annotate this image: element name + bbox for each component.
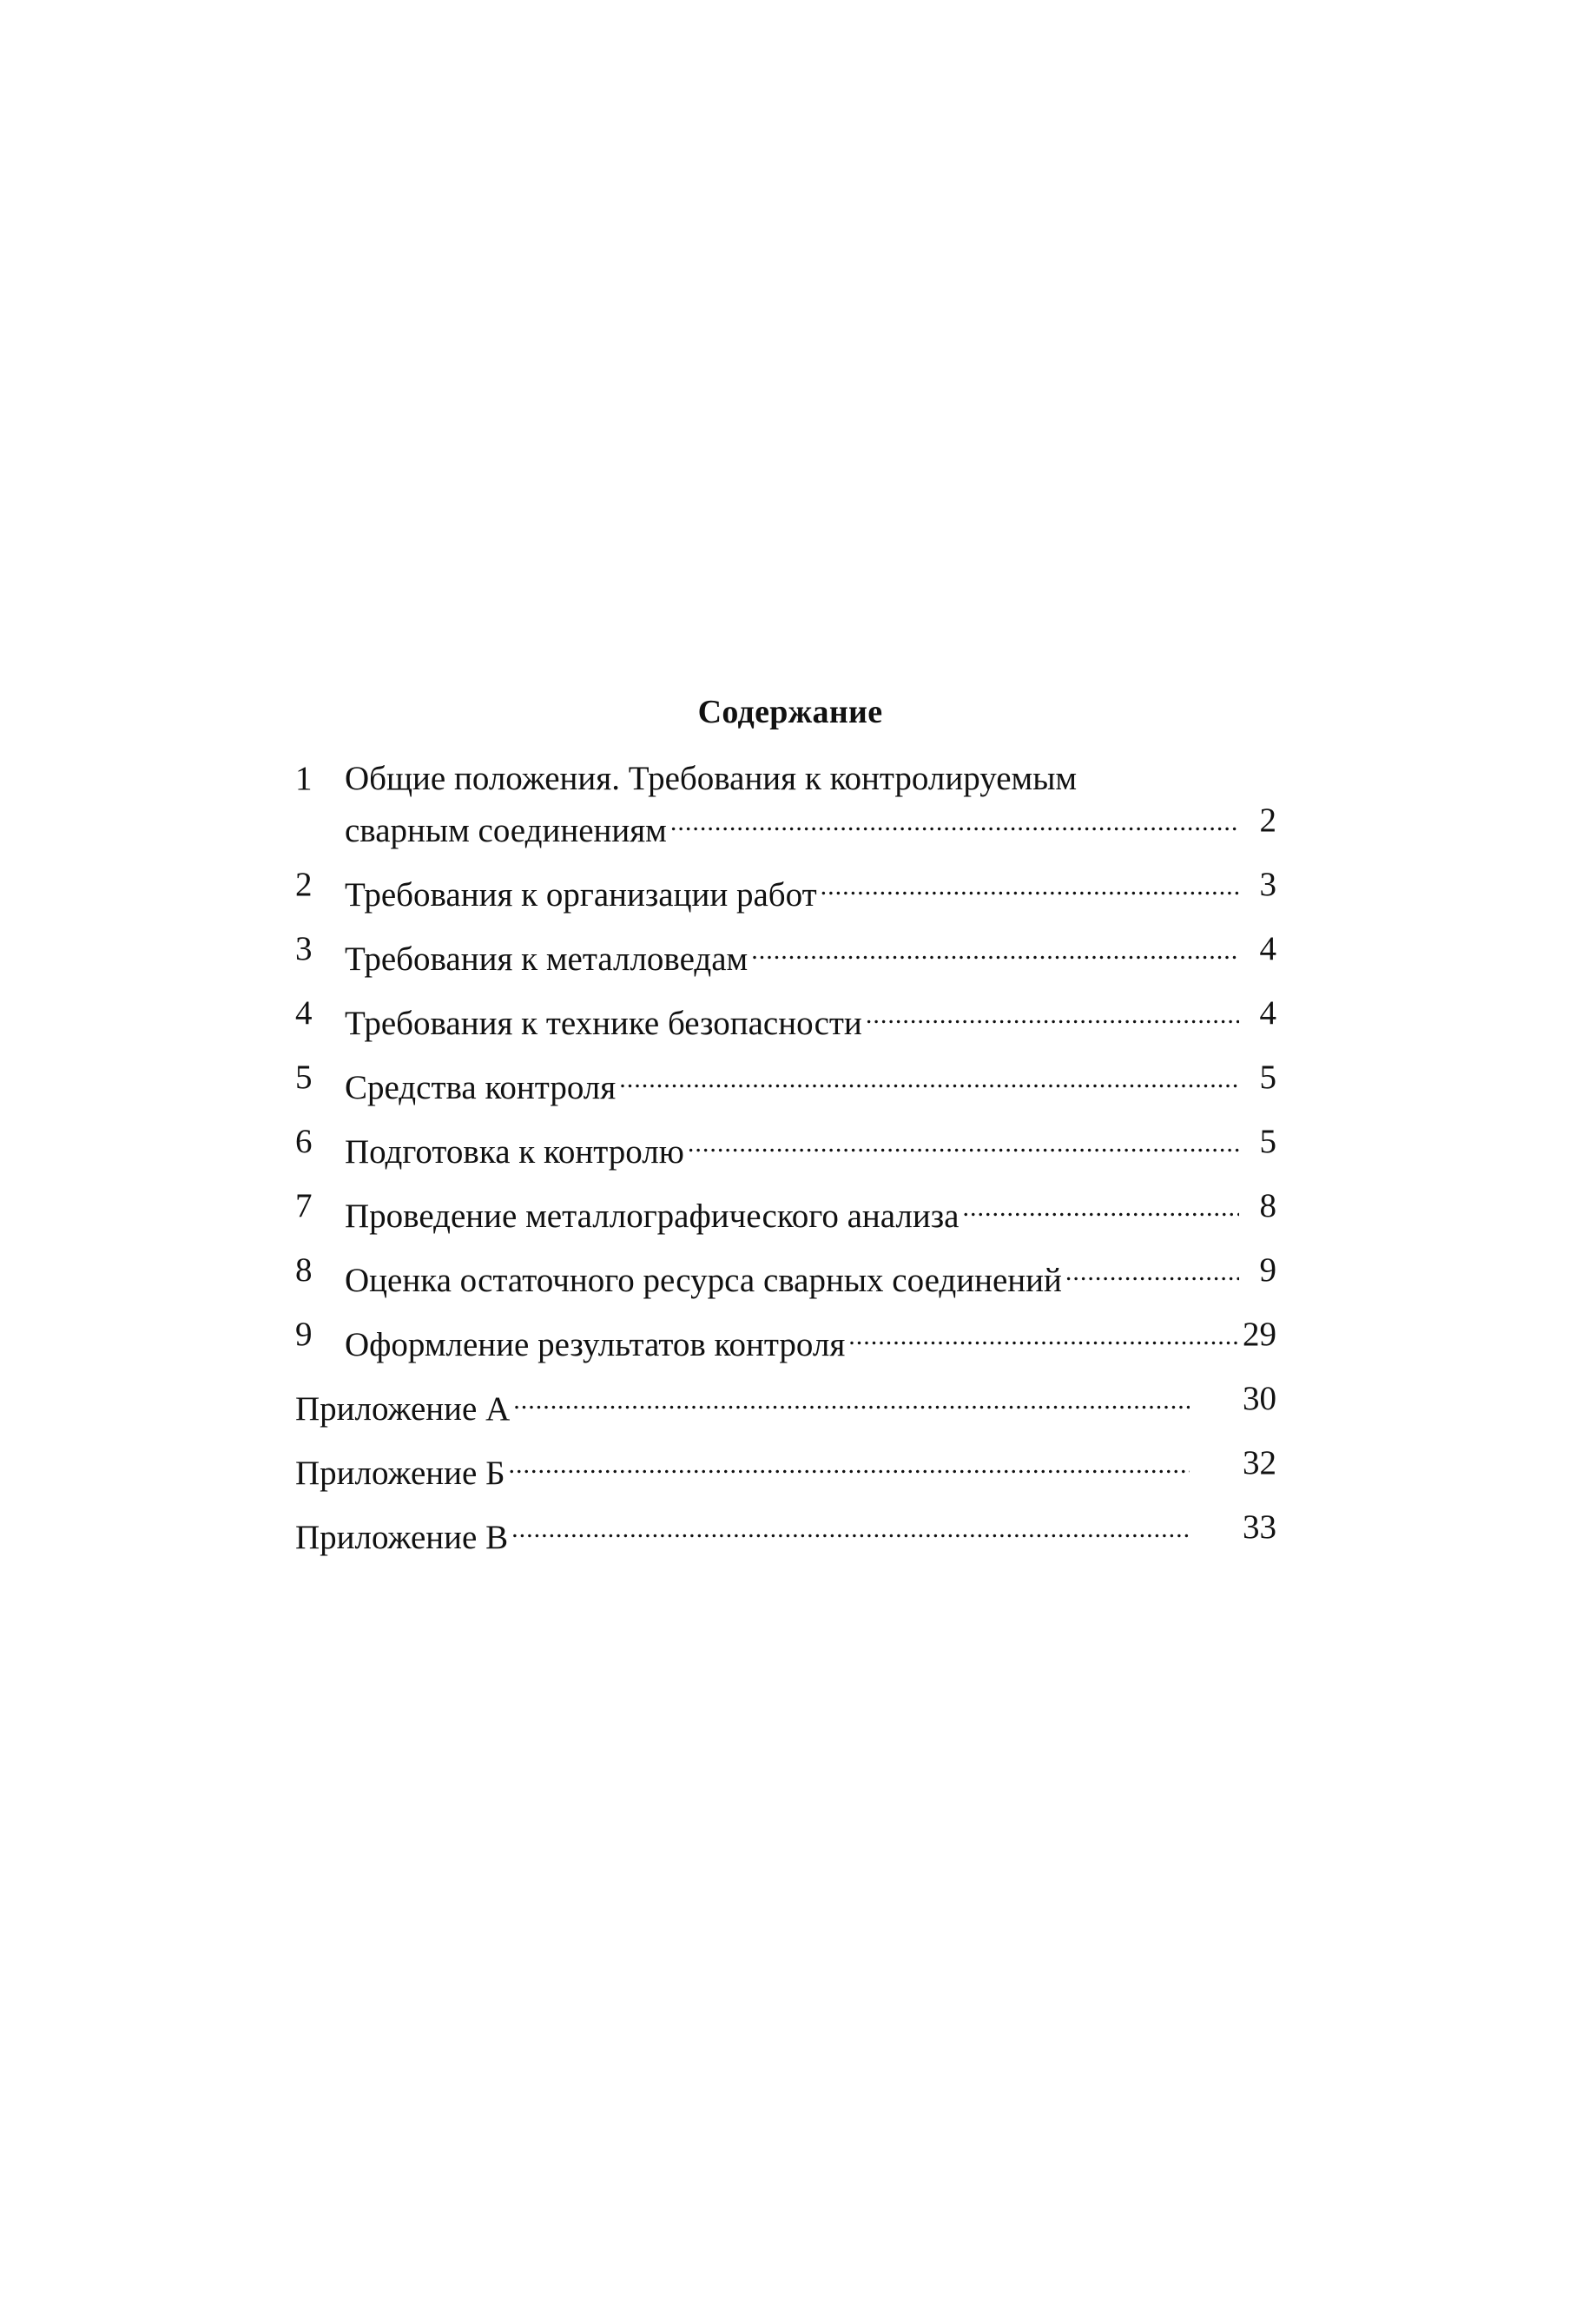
toc-entry-page: 8 [1259, 1187, 1276, 1224]
toc-entry-leader [345, 864, 1239, 916]
dot-leader [866, 993, 1239, 1034]
toc-entry-leader [295, 1378, 1190, 1430]
toc-entry-page: 29 [1243, 1316, 1276, 1353]
toc-entry-page: 3 [1259, 866, 1276, 903]
toc-entry-leader [295, 1442, 1190, 1495]
toc-entry-title: Средства контроля [345, 1067, 619, 1109]
toc-entry-1 [295, 758, 1276, 849]
toc-appendix-page: 32 [1243, 1444, 1276, 1481]
toc-appendix-a [295, 1378, 1276, 1428]
toc-entry-title: Подготовка к контролю [345, 1132, 688, 1173]
toc-appendix-title: Приложение А [295, 1389, 513, 1430]
toc-entry-title: Требования к металловедам [345, 939, 751, 980]
toc-entry-9 [295, 1314, 1276, 1363]
toc-entry-page: 4 [1259, 930, 1276, 967]
toc-appendix-title: Приложение В [295, 1517, 511, 1559]
toc-entry-number: 7 [295, 1187, 313, 1224]
toc-appendix-page: 30 [1243, 1380, 1276, 1417]
toc-entry-number: 2 [295, 866, 313, 903]
toc-entry-page: 4 [1259, 994, 1276, 1032]
toc-entry-number: 6 [295, 1123, 313, 1160]
toc-entry-number: 5 [295, 1059, 313, 1096]
dot-leader [848, 1314, 1239, 1356]
toc-entry-page: 5 [1259, 1059, 1276, 1096]
toc-entry-title: Требования к организации работ [345, 874, 821, 916]
toc-appendix-v [295, 1507, 1276, 1556]
toc-entry-number: 9 [295, 1316, 313, 1353]
dot-leader [670, 800, 1239, 841]
toc-entry-6 [295, 1121, 1276, 1171]
toc-entry-page: 5 [1259, 1123, 1276, 1160]
toc-entry-title: Требования к технике безопасности [345, 1003, 866, 1045]
toc-appendix-title: Приложение Б [295, 1453, 508, 1495]
toc-entry-number: 8 [295, 1251, 313, 1289]
toc-entry-2 [295, 864, 1276, 914]
toc-entry-3 [295, 928, 1276, 978]
dot-leader [619, 1057, 1239, 1099]
toc-entry-page: 9 [1259, 1251, 1276, 1289]
toc-entry-leader [345, 1314, 1239, 1366]
toc-entry-number: 3 [295, 930, 313, 967]
toc-entry-4 [295, 993, 1276, 1042]
toc-entry-page: 2 [1259, 802, 1276, 839]
dot-leader [513, 1378, 1190, 1420]
toc-entry-7 [295, 1185, 1276, 1235]
dot-leader [1065, 1250, 1239, 1291]
toc-entry-title: сварным соединениям [345, 810, 670, 852]
dot-leader [962, 1185, 1239, 1227]
toc-entry-leader [345, 1250, 1239, 1302]
dot-leader [511, 1507, 1190, 1548]
toc-entry-leader [345, 928, 1239, 980]
toc-entry-title: Оценка остаточного ресурса сварных соединений [345, 1260, 1065, 1302]
dot-leader [508, 1442, 1190, 1484]
toc-appendix-b [295, 1442, 1276, 1492]
toc-entry-title-line1: Общие положения. Требования к контролируемым [345, 760, 1078, 797]
toc-entry-leader [345, 1057, 1239, 1109]
dot-leader [821, 864, 1239, 906]
table-of-contents [295, 758, 1276, 1556]
toc-entry-leader [345, 1185, 1239, 1237]
toc-entry-leader [345, 993, 1239, 1045]
toc-entry-leader [345, 800, 1239, 852]
dot-leader [688, 1121, 1239, 1163]
toc-entry-number: 4 [295, 994, 313, 1032]
toc-entry-8 [295, 1250, 1276, 1299]
dot-leader [751, 928, 1239, 970]
toc-entry-number: 1 [295, 760, 313, 797]
toc-appendix-page: 33 [1243, 1508, 1276, 1546]
toc-entry-title: Проведение металлографического анализа [345, 1196, 962, 1237]
toc-entry-leader [295, 1507, 1190, 1559]
toc-entry-5 [295, 1057, 1276, 1106]
toc-entry-leader [345, 1121, 1239, 1173]
toc-entry-title: Оформление результатов контроля [345, 1324, 848, 1366]
toc-title: Содержание [697, 694, 883, 730]
